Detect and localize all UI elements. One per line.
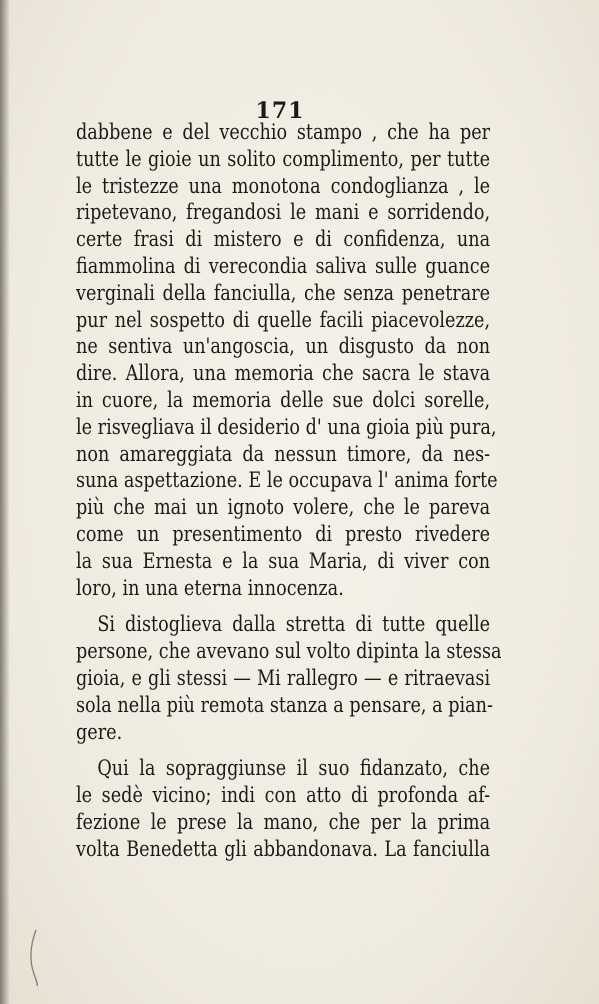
page-binding-edge — [0, 0, 10, 1004]
text-line: in cuore, la memoria delle sue dolci sorelle, — [76, 387, 491, 413]
text-line: le sedè vicino; indi con atto di profonda af- — [76, 783, 491, 809]
text-line: dire. Allora, una memoria che sacra le stava — [76, 361, 491, 387]
page-number: 171 — [255, 98, 305, 124]
text-line: gere. — [76, 719, 123, 745]
text-line: come un presentimento di presto rivedere — [76, 521, 491, 547]
text-line: le tristezze una monotona condoglianza , le — [76, 173, 491, 199]
text-line: fezione le prese la mano, che per la prima — [76, 809, 491, 835]
paragraph-gap — [76, 746, 490, 756]
text-line: gioia, e gli stessi — Mi rallegro — e ritraevasi — [76, 665, 491, 691]
text-line: Si distoglieva dalla stretta di tutte quelle — [97, 612, 491, 638]
body-text — [76, 120, 502, 864]
ink-smudge-mark — [26, 928, 46, 988]
text-line: sola nella più remota stanza a pensare, a pian- — [76, 692, 493, 718]
text-line: ne sentiva un'angoscia, un disgusto da non — [76, 334, 491, 360]
text-line: non amareggiata da nessun timore, da nes- — [76, 441, 491, 467]
text-line: la sua Ernesta e la sua Maria, di viver con — [76, 548, 491, 574]
text-line: persone, che avevano sul volto dipinta la stessa — [76, 639, 502, 665]
paragraph-gap — [76, 602, 490, 612]
text-line: loro, in una eterna innocenza. — [76, 575, 344, 601]
text-line: suna aspettazione. E le occupava l' anima forte — [76, 468, 498, 494]
text-line: dabbene e del vecchio stampo , che ha per — [76, 120, 491, 145]
text-line: Qui la sopraggiunse il suo fidanzato, che — [97, 756, 491, 782]
text-line: le risvegliava il desiderio d' una gioia più pura, — [76, 414, 497, 440]
text-line: fiammolina di verecondia saliva sulle guance — [76, 253, 491, 279]
text-line: più che mai un ignoto volere, che le pareva — [76, 495, 491, 521]
text-line: pur nel sospetto di quelle facili piacevolezze, — [76, 307, 491, 333]
text-line: certe frasi di mistero e di confidenza, una — [76, 227, 491, 253]
text-line: verginali della fanciulla, che senza penetrare — [76, 280, 491, 306]
text-line: ripetevano, fregandosi le mani e sorridendo, — [76, 200, 491, 226]
text-line: tutte le gioie un solito complimento, per tutte — [76, 146, 491, 172]
text-line: volta Benedetta gli abbandonava. La fanciulla — [76, 836, 491, 862]
